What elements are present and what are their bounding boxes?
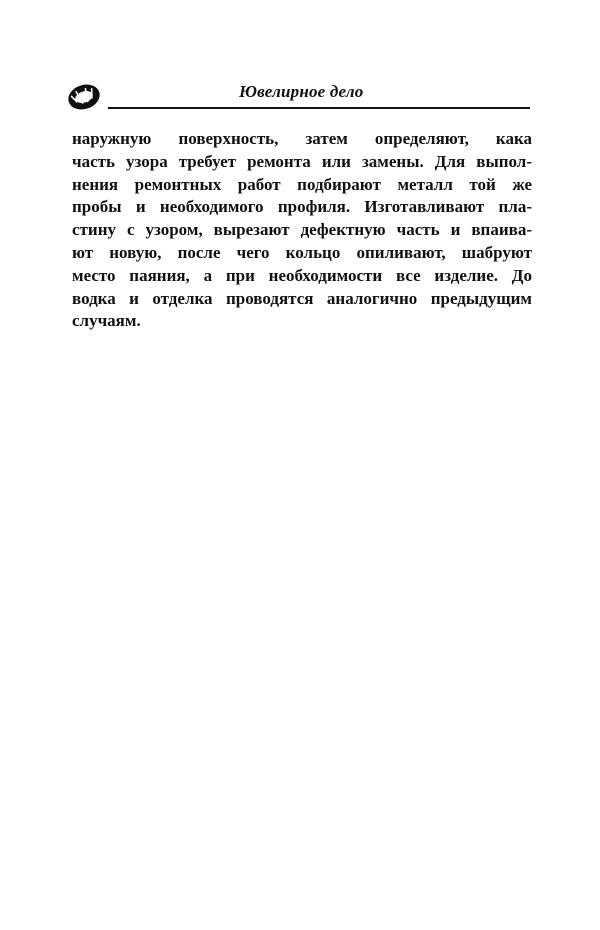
text-line: место паяния, а при необходимости все изделие. До	[72, 265, 532, 285]
header-rule	[108, 107, 530, 109]
running-header-title: Ювелирное дело	[239, 82, 364, 101]
body-paragraph	[72, 128, 532, 333]
text-line: пробы и необходимого профиля. Изготавливают пла-	[72, 197, 532, 217]
text-line: стину с узором, вырезают дефектную часть и впаива-	[72, 220, 532, 240]
text-line: наружную поверхность, затем определяют, кака	[72, 129, 532, 148]
text-line: нения ремонтных работ подбирают металл той же	[72, 174, 532, 194]
ring-icon	[64, 82, 104, 112]
text-line: ют новую, после чего кольцо опиливают, шабруют	[72, 242, 532, 262]
text-line: водка и отделка проводятся аналогично предыдущим	[72, 288, 532, 308]
page-header	[64, 78, 530, 118]
text-line: часть узора требует ремонта или замены. Для выпол-	[72, 151, 532, 171]
text-line: случаям.	[72, 311, 141, 331]
